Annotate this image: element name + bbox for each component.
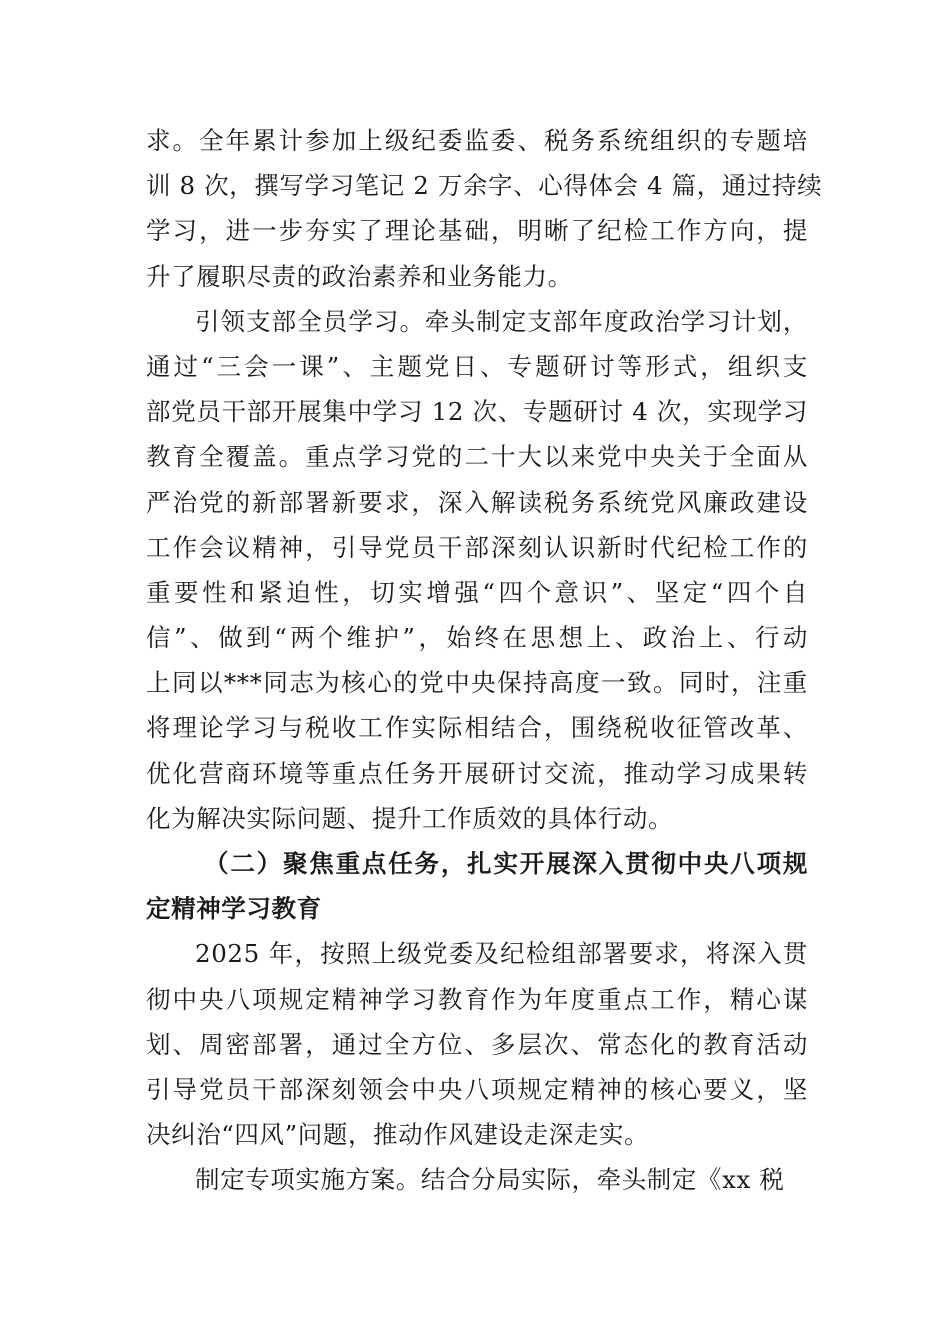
paragraph-start-line: 引领支部全员学习。牵头制定支部年度政治学习计划， [195, 306, 808, 336]
text-line: 信”、做到“两个维护”，始终在思想上、政治上、行动 [146, 623, 808, 653]
text-line: 学习，进一步夯实了理论基础，明晰了纪检工作方向，提 [146, 216, 808, 246]
text-line: 教育全覆盖。重点学习党的二十大以来党中央关于全面从 [146, 442, 808, 472]
text-line: 求。全年累计参加上级纪委监委、税务系统组织的专题培 [146, 126, 808, 155]
text-line: 上同以***同志为核心的党中央保持高度一致。同时，注重 [146, 668, 808, 698]
section-heading: （二）聚焦重点任务，扎实开展深入贯彻中央八项规 [204, 849, 808, 878]
document-body [146, 118, 823, 1203]
text-line: 部党员干部开展集中学习 12 次、专题研讨 4 次，实现学习 [146, 397, 808, 427]
text-line: 决纠治“四风”问题，推动作风建设走深走实。 [146, 1120, 650, 1150]
text-line: 彻中央八项规定精神学习教育作为年度重点工作，精心谋 [146, 984, 808, 1014]
text-line: 重要性和紧迫性，切实增强“四个意识”、坚定“四个自 [146, 577, 808, 607]
text-line: 升了履职尽责的政治素养和业务能力。 [146, 261, 573, 291]
text-line: 严治党的新部署新要求，深入解读税务系统党风廉政建设 [146, 487, 808, 517]
text-line: 通过“三会一课”、主题党日、专题研讨等形式，组织支 [146, 351, 808, 381]
paragraph-start-line: 制定专项实施方案。结合分局实际，牵头制定《xx 税 [195, 1165, 785, 1195]
text-line: 工作会议精神，引导党员干部深刻认识新时代纪检工作的 [146, 532, 808, 562]
text-line: 优化营商环境等重点任务开展研讨交流，推动学习成果转 [146, 758, 808, 788]
text-line: 划、周密部署，通过全方位、多层次、常态化的教育活动 [146, 1029, 808, 1059]
text-line: 化为解决实际问题、提升工作质效的具体行动。 [146, 803, 674, 833]
section-heading-continuation: 定精神学习教育 [146, 894, 322, 924]
text-line: 将理论学习与税收工作实际相结合，围绕税收征管改革、 [146, 713, 808, 743]
paragraph-start-line: 2025 年，按照上级党委及纪检组部署要求，将深入贯 [195, 939, 808, 969]
text-line: 训 8 次，撰写学习笔记 2 万余字、心得体会 4 篇，通过持续 [146, 171, 823, 201]
text-line: 引导党员干部深刻领会中央八项规定精神的核心要义，坚 [146, 1074, 808, 1104]
